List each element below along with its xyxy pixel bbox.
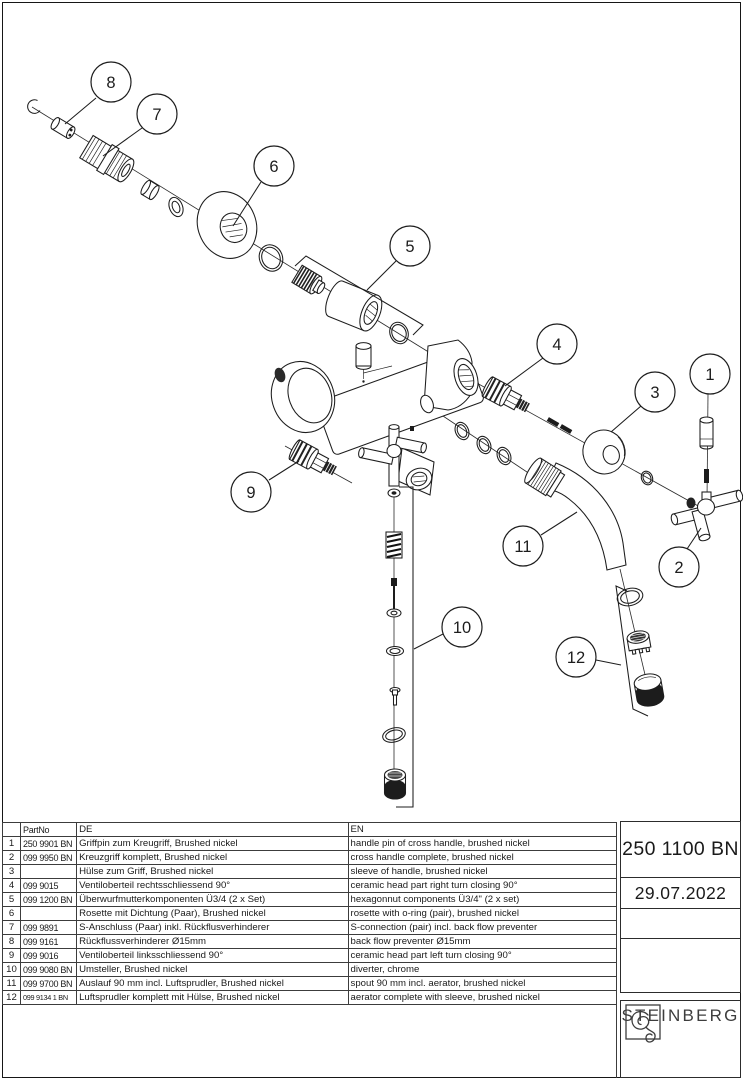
thread-dashes [547,417,573,434]
cell-de: Ventiloberteil linksschliessend 90° [77,949,348,963]
cell-partno: 099 9950 BN [21,851,77,865]
table-row [3,963,617,977]
part-o-ring-large [255,241,286,275]
cell-no: 3 [3,865,21,879]
cell-en: diverter, chrome [348,963,616,977]
callout-12 [556,637,596,677]
steinberg-logo-icon [621,1003,665,1049]
svg-text:10: 10 [452,619,472,637]
callout-9 [231,472,271,512]
svg-text:5: 5 [405,238,415,256]
svg-text:8: 8 [106,74,116,92]
callout-1 [690,354,730,394]
spring [386,532,402,558]
svg-text:3: 3 [650,384,660,402]
cell-partno: 099 9161 [21,935,77,949]
product-code: 250 1100 BN [622,838,739,860]
callout-8 [91,62,131,102]
part-retaining-clip [28,100,40,114]
cell-en: hexagonnut components Ü3/4" (2 x set) [348,893,616,907]
cell-no: 2 [3,851,21,865]
cell-en: cross handle complete, brushed nickel [348,851,616,865]
cell-no: 4 [3,879,21,893]
part-flat-washer [166,195,186,218]
col-header-de: DE [77,823,348,837]
cell-partno: 099 9016 [21,949,77,963]
cell-no: 8 [3,935,21,949]
brand-name: STEINBERG [621,1006,740,1025]
callout-5 [390,226,430,266]
cell-en: rosette with o-ring (pair), brushed nickel [348,907,616,921]
product-code-box [620,821,741,878]
svg-text:7: 7 [152,106,162,124]
table-header-row [3,823,617,837]
callout-4 [537,324,577,364]
col-header-partno: PartNo [21,823,77,837]
revision-date: 29.07.2022 [634,882,727,903]
cell-en: back flow preventer Ø15mm [348,935,616,949]
cell-de: Auslauf 90 mm incl. Luftsprudler, Brushed nickel [77,977,348,991]
callout-7 [137,94,177,134]
cell-en: ceramic head part left turn closing 90° [348,949,616,963]
part-o-ring-small [387,319,412,346]
date-box [620,877,741,909]
callout-10 [442,607,482,647]
callout-2 [659,547,699,587]
part-12-aerator-group [615,586,665,716]
cell-de: Rückflussverhinderer Ø15mm [77,935,348,949]
cell-no: 6 [3,907,21,921]
cell-de: S-Anschluss (Paar) inkl. Rückflusverhinderer [77,921,348,935]
svg-text:2: 2 [674,559,684,577]
parts-table [2,822,617,1005]
svg-text:9: 9 [246,484,256,502]
cell-de: Rosette mit Dichtung (Paar), Brushed nickel [77,907,348,921]
cell-de: Ventiloberteil rechtsschliessend 90° [77,879,348,893]
col-header-no [3,823,21,837]
cell-partno [21,865,77,879]
table-row [3,907,617,921]
cell-en: S-connection (pair) incl. back flow preventer [348,921,616,935]
aerator-insert [626,629,651,654]
faucet-body [262,340,485,495]
cell-de: Hülse zum Griff, Brushed nickel [77,865,348,879]
cell-en: aerator complete with sleeve, brushed nickel [348,991,616,1005]
aerator-cap [633,672,665,708]
svg-text:11: 11 [514,538,532,556]
cell-partno: 099 9891 [21,921,77,935]
cell-partno: 099 1200 BN [21,893,77,907]
cell-no: 7 [3,921,21,935]
part-10-diverter-column [381,487,413,807]
cell-no: 10 [3,963,21,977]
cell-de: Umsteller, Brushed nickel [77,963,348,977]
callout-6 [254,146,294,186]
spout-o-rings [452,420,513,467]
svg-text:4: 4 [552,336,562,354]
cell-en: sleeve of handle, brushed nickel [348,865,616,879]
table-row [3,837,617,851]
cell-en: ceramic head part right turn closing 90° [348,879,616,893]
table-empty-area [2,991,617,1078]
part-6-rosette [187,183,266,268]
table-row [3,935,617,949]
cell-partno: 099 9015 [21,879,77,893]
column-aerator [385,769,406,799]
part-1-handle-pin [700,417,713,483]
part-3-handle-sleeve [577,425,631,480]
part-4-ceramic-head-right [480,376,532,418]
cell-partno: 099 9080 BN [21,963,77,977]
cell-de: Überwurfmutterkomponenten Ü3/4 (2 x Set) [77,893,348,907]
table-row [3,949,617,963]
pin [390,688,400,706]
table-row [3,921,617,935]
cell-de: Griffpin zum Kreugriff, Brushed nickel [77,837,348,851]
empty-box-1 [620,908,741,939]
callout-3 [635,372,675,412]
cell-no: 1 [3,837,21,851]
part-8-backflow-preventer [49,116,76,140]
cell-partno: 099 9134 1 BN [21,991,77,1005]
table-row [3,879,617,893]
svg-text:12: 12 [566,649,586,667]
col-header-en: EN [348,823,616,837]
empty-box-2 [620,938,741,993]
cell-de: Kreuzgriff komplett, Brushed nickel [77,851,348,865]
part-2-cross-handle [670,490,743,542]
callout-11 [503,526,543,566]
brand-box [620,1000,741,1078]
table-row [3,851,617,865]
table-row [3,977,617,991]
cell-partno: 099 9700 BN [21,977,77,991]
cell-de: Luftsprudler komplett mit Hülse, Brushed nickel [77,991,348,1005]
svg-text:6: 6 [269,158,279,176]
part-threaded-insert [292,265,328,298]
rod [387,578,401,617]
cell-partno: 250 9901 BN [21,837,77,851]
flat-ring [387,647,404,656]
part-sleeve-cup [139,179,161,201]
table-row [3,865,617,879]
cell-no: 5 [3,893,21,907]
cell-en: handle pin of cross handle, brushed nickel [348,837,616,851]
cell-no: 9 [3,949,21,963]
cell-en: spout 90 mm incl. aerator, brushed nickel [348,977,616,991]
cell-partno [21,907,77,921]
table-row [3,893,617,907]
svg-text:1: 1 [705,366,715,384]
cell-no: 11 [3,977,21,991]
part-5-hexagon-nut-sleeve [322,278,387,334]
cell-no: 12 [3,991,21,1005]
